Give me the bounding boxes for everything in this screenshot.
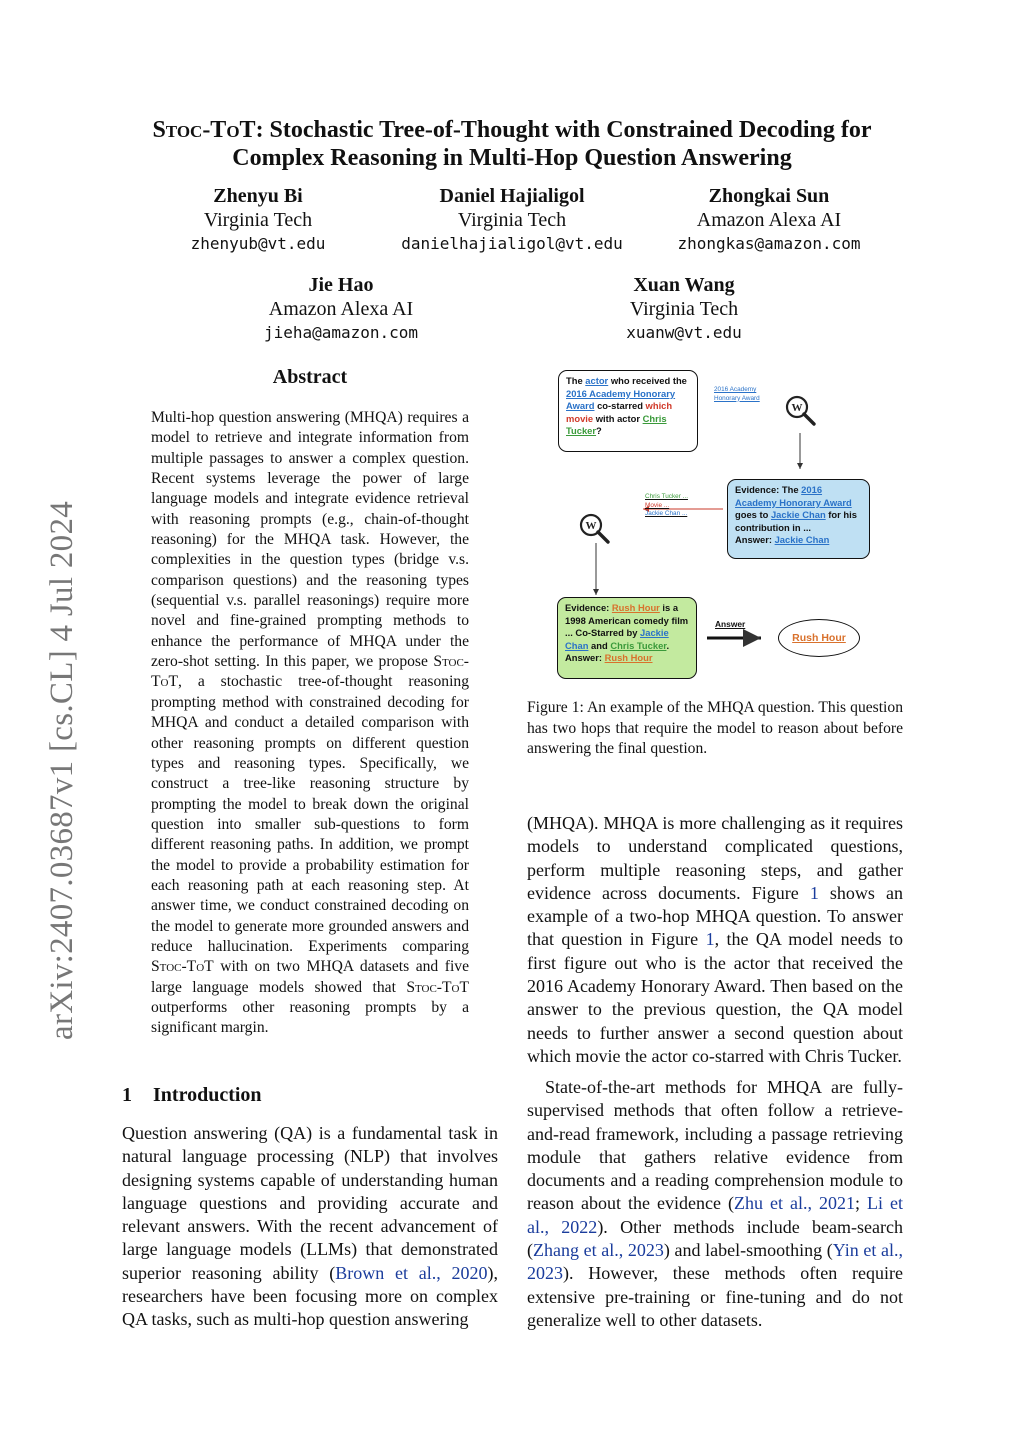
answer-jackie-chan: Jackie Chan [774, 534, 830, 546]
paragraph-text: Question answering (QA) is a fundamental task in natural language processing (NLP) that involves designing systems capable of understanding human language questions and providing accurate and relevant answers. With the recent advancement of large language models (LLMs) that demonstrated superior reasoning ability ( [122, 1123, 498, 1283]
answer-label: Answer: [735, 534, 775, 546]
answer-rush-hour: Rush Hour [604, 652, 653, 664]
question-box [558, 370, 698, 452]
title-line1: : Stochastic Tree-of-Thought with Constrained Decoding for [255, 117, 872, 143]
evidence-box-1 [727, 479, 870, 559]
final-answer-oval [778, 619, 860, 657]
citation-link[interactable]: Li et al., 2022 [527, 1193, 903, 1237]
highlight-which-movie: which movie [566, 400, 673, 424]
abstract-body [151, 408, 469, 1039]
abstract-text: Multi-hop question answering (MHQA) requires a model to retrieve and integrate information from multiple passages to answer a complex question. Recent systems leverage the power of large language models and integrate evidence retrieval with reasoning prompts (e.g., chain-of-thought reasoning) for the MHQA task. However, the complexities in the question types (bridge v.s. comparison questions) and the reasoning types (sequential v.s. parallel reasonings) require more novel and fine-grained prompting methods to enhance the performance of MHQA under the zero-shot setting. In this paper, we propose [151, 409, 469, 671]
figure-1 [555, 365, 875, 685]
arxiv-identifier: arXiv:2407.03687v1 [cs.CL] 4 Jul 2024 [44, 500, 80, 1040]
section-title: Introduction [153, 1084, 262, 1106]
query-text: Honorary Award [714, 394, 760, 402]
author-name: Zhenyu Bi [213, 185, 303, 207]
paragraph-text: ). Other methods include beam-search ( [527, 1216, 903, 1261]
wikipedia-search-icon [577, 511, 611, 545]
paragraph-text: (MHQA). MHQA is more challenging as it requires models to understand complicated questions, perform multiple reasoning steps, and gather evidence across documents. Figure [527, 813, 903, 903]
paragraph-text: ), researchers have been focusing more on complex QA tasks, such as multi-hop question answering [122, 1262, 498, 1330]
author-name: Jie Hao [308, 274, 374, 296]
author-email[interactable]: xuanw@vt.edu [626, 323, 742, 342]
figure-ref-link[interactable]: 1 [809, 882, 819, 903]
author-email[interactable]: jieha@amazon.com [263, 323, 419, 342]
box-text: and [588, 639, 611, 651]
author-block [118, 184, 398, 256]
query-text: Chris Tucker ... [645, 493, 688, 500]
author-email[interactable]: zhenyub@vt.edu [190, 234, 326, 253]
method-name: Stoc-ToT [406, 978, 469, 996]
author-affiliation: Amazon Alexa AI [268, 298, 414, 320]
paragraph-text: ) and label-smoothing ( [663, 1240, 833, 1261]
author-block [201, 273, 481, 345]
answer-arrow-label: Answer [715, 619, 746, 629]
author-name: Zhongkai Sun [708, 185, 830, 207]
paragraph-text: shows an example of a two-hop MHQA question. To answer that question in Figure [527, 882, 904, 950]
figure-ref-link[interactable]: 1 [705, 929, 715, 950]
svg-text:W: W [791, 402, 803, 414]
box-text: for his contribution in ... [735, 509, 857, 533]
search-query-2 [645, 493, 688, 519]
query-text: Movie ... [645, 501, 670, 509]
paragraph-text: , the QA model needs to first figure out who is the actor that received the 2016 Academy Honorary Award. Then based on the answer to the previous question, the QA model needs to further answer a second question about which movie the actor co-starred with Chris Tucker. [527, 929, 903, 1066]
box-text: who received the [608, 375, 687, 386]
body-paragraph [527, 1076, 903, 1332]
box-text: is a 1998 American comedy film ... Co-Starred by [565, 602, 689, 639]
author-block [372, 184, 652, 256]
title-line2: Complex Reasoning in Multi-Hop Question Answering [232, 145, 792, 171]
author-email[interactable]: danielhajialigol@vt.edu [401, 234, 623, 253]
author-name: Daniel Hajialigol [439, 185, 585, 207]
paper-title [90, 116, 934, 172]
citation-link[interactable]: Zhu et al., 2021 [733, 1193, 855, 1214]
highlight-award: 2016 Academy Honorary Award [735, 484, 852, 508]
paragraph-text: ). However, these methods often require extensive pre-training or fine-tuning and do not generalize well to other datasets. [527, 1263, 903, 1330]
box-text: goes to [735, 509, 771, 521]
citation-link[interactable]: Brown et al., 2020 [335, 1262, 488, 1283]
author-email[interactable]: zhongkas@amazon.com [677, 234, 861, 253]
search-query-1 [714, 386, 760, 403]
highlight-chris-tucker: Chris Tucker [566, 412, 667, 437]
abstract-text: , a stochastic tree-of-thought reasoning prompting method with constrained decoding for MHQA and conduct a detailed comparison with other reasoning prompts on different question types and reasoning types. Specifically, we construct a tree-like reasoning structure by prompting the model to break down the original question into smaller sub-questions to form different reasoning paths. In addition, we prompt the model to provide a probability estimation for each reasoning path at each reasoning step. At answer time, we conduct constrained decoding on the model to generate more grounded answers and reduce hallucination. Experiments comparing [151, 673, 469, 955]
box-text: ? [596, 425, 602, 437]
author-name: Xuan Wang [633, 274, 735, 296]
author-block [629, 184, 909, 256]
box-text: co-starred [594, 400, 646, 412]
paragraph-text: ; [854, 1193, 867, 1214]
author-affiliation: Virginia Tech [629, 298, 739, 320]
figure-caption: Figure 1: An example of the MHQA question. This question has two hops that require the model to reason about before answering the final question. [527, 699, 903, 757]
author-block [544, 273, 824, 345]
author-affiliation: Amazon Alexa AI [696, 209, 842, 231]
svg-text:W: W [585, 520, 597, 532]
box-text: The [566, 375, 586, 386]
method-name: Stoc-ToT [151, 653, 469, 691]
highlight-jackie-chan: Jackie Chan [770, 509, 826, 521]
box-text: Evidence: [565, 602, 612, 613]
intro-paragraph [122, 1122, 498, 1332]
box-text: with actor [593, 412, 643, 424]
section-number: 1 [122, 1084, 132, 1106]
final-answer-text: Rush Hour [792, 632, 846, 644]
paragraph-text: State-of-the-art methods for MHQA are fully-supervised methods that often follow a retrieve-and-read framework, including a passage retrieving module that gathers relative evidence from documents and a reading comprehension module to reason about the evidence ( [527, 1077, 903, 1214]
box-text: Evidence: The [735, 484, 802, 495]
method-name: Stoc-ToT [151, 958, 214, 976]
box-text: . [666, 639, 670, 651]
highlight-rush-hour: Rush Hour [611, 602, 660, 613]
abstract-text: with on two MHQA datasets and five large language models showed that [151, 958, 469, 996]
highlight-chris-tucker: Chris Tucker [610, 639, 667, 651]
answer-label: Answer: [565, 652, 605, 664]
highlight-jackie-chan: Jackie Chan [565, 627, 669, 651]
query-text: Jackie Chan ... [645, 510, 688, 517]
body-paragraph [527, 812, 903, 1068]
abstract-text: outperforms other reasoning prompts by a significant margin. [151, 998, 469, 1037]
highlight-actor: actor [585, 375, 609, 386]
section-heading-introduction [122, 1084, 262, 1107]
citation-link[interactable]: Yin et al., 2023 [527, 1240, 903, 1284]
abstract-heading: Abstract [272, 366, 348, 388]
title-method-name: Stoc-ToT [152, 117, 256, 143]
citation-link[interactable]: Zhang et al., 2023 [533, 1240, 664, 1261]
highlight-award: 2016 Academy Honorary Award [566, 387, 676, 412]
wikipedia-search-icon [783, 393, 817, 427]
author-affiliation: Virginia Tech [203, 209, 313, 231]
author-affiliation: Virginia Tech [457, 209, 567, 231]
evidence-box-2 [557, 597, 697, 679]
query-text: 2016 Academy [714, 386, 757, 393]
